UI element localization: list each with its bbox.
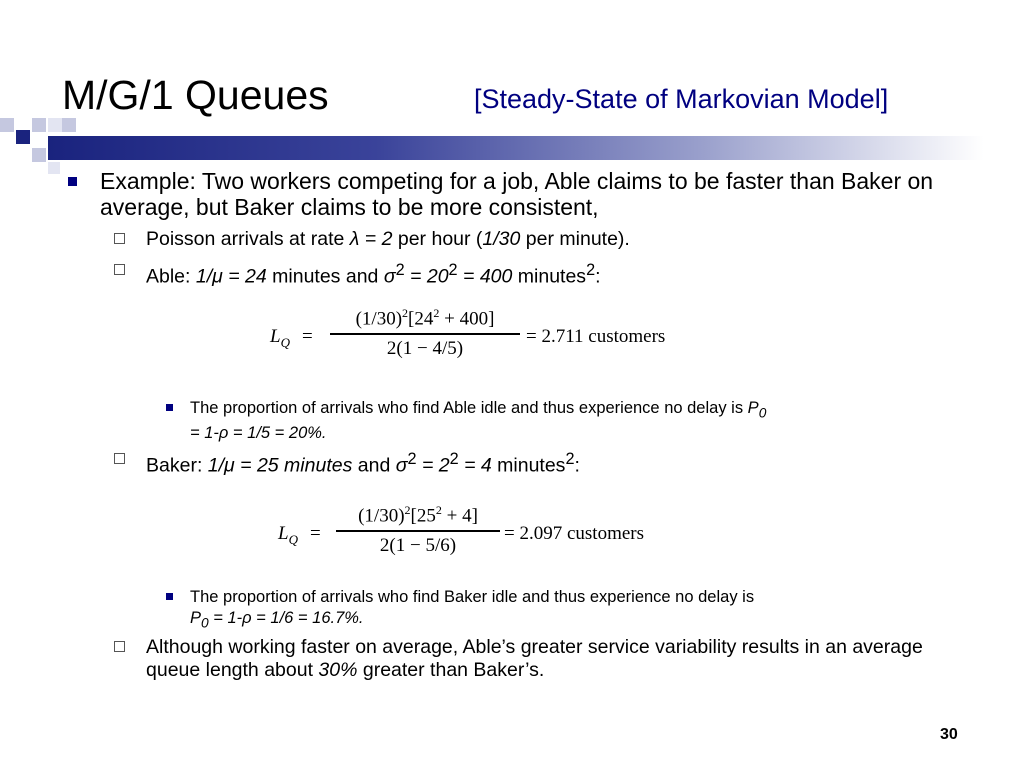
slide-title: M/G/1 Queues xyxy=(62,72,329,118)
title-underline-bar xyxy=(48,136,984,160)
hollow-bullet-marker xyxy=(114,641,125,652)
slide-subtitle: [Steady-State of Markovian Model] xyxy=(474,84,889,114)
hollow-bullet-marker xyxy=(114,233,125,244)
bullet-example-text: Example: Two workers competing for a job, Able claims to be faster than Baker on average, but Baker claims to be more consistent, xyxy=(100,168,934,220)
able-queue-formula: $L_Q$ = $(1/30)^2[24^2 + 400]$ 2(1 − 4/5) = 2.711 customers xyxy=(270,306,666,359)
baker-queue-formula: $L_Q$ = $(1/30)^2[25^2 + 4]$ 2(1 − 5/6) = 2.097 customers xyxy=(278,503,645,556)
bullet-poisson-text: Poisson arrivals at rate λ = 2 per hour (1/30 per minute). xyxy=(146,228,630,250)
bullet-able-text: Able: 1/μ = 24 minutes and $\sigma^2 = 20^2 = 400$ minutes$^2$: xyxy=(146,261,601,288)
hollow-bullet-marker xyxy=(114,264,125,275)
bullet-baker-idle-text: The proportion of arrivals who find Baker idle and thus experience no delay is $P_0 = 1-\rho = 1/6 = 16.7\%$. xyxy=(190,588,755,631)
bullet-baker-text: Baker: 1/μ = 25 minutes and $\sigma^2 = 2^2 = 4$ minutes$^2$: xyxy=(146,450,580,477)
page-number: 30 xyxy=(940,726,958,743)
bullet-marker xyxy=(68,177,77,186)
hollow-bullet-marker xyxy=(114,453,125,464)
bullet-marker xyxy=(166,593,173,600)
bullet-marker xyxy=(166,404,173,411)
bullet-conclusion-text: Although working faster on average, Able’s greater service variability results in an average queue length about 30% greater than Baker’s. xyxy=(146,636,923,681)
bullet-able-idle-text: The proportion of arrivals who find Able idle and thus experience no delay is $P_0$ = 1-ρ = 1/5 = 20%. xyxy=(190,399,767,443)
